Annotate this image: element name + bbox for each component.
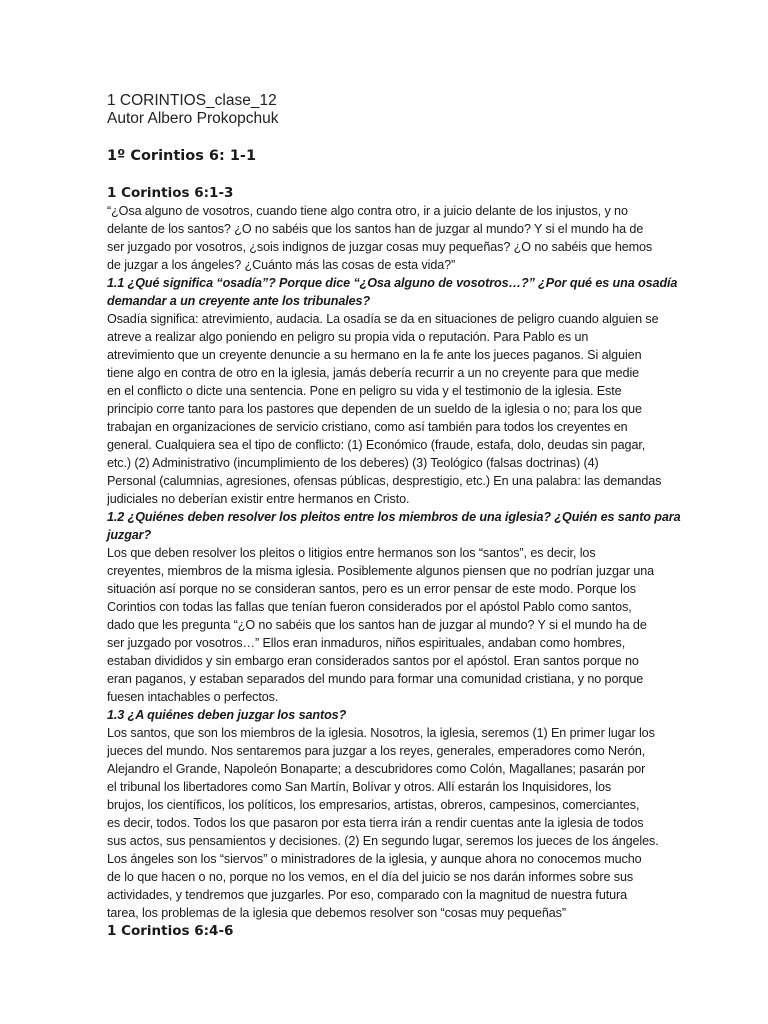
- text-line: atreve a realizar algo poniendo en peligro su propia vida o reputación. Para Pablo es un: [107, 330, 589, 344]
- answer-1-2: [107, 544, 667, 706]
- text-line: de lo que hacen o no, porque no los vemos, en el día del juicio se nos darán informes sobre sus: [107, 870, 634, 884]
- text-line: “¿Osa alguno de vosotros, cuando tiene algo contra otro, ir a juicio delante de los injustos, y no: [107, 204, 628, 218]
- document-title: 1 CORINTIOS_clase_12: [107, 92, 277, 109]
- text-line: dado que les pregunta “¿O no sabéis que los santos han de juzgar al mundo? Y si el mundo ha de: [107, 618, 647, 632]
- text-line: creyentes, miembros de la misma iglesia. Posiblemente algunos piensen que no podrían juzgar una: [107, 564, 655, 578]
- text-line: actividades, y tendremos que juzgarles. Por eso, comparado con la magnitud de nuestra futura: [107, 888, 628, 902]
- text-line: fuesen intachables o perfectos.: [107, 690, 279, 704]
- text-line: 1.2 ¿Quiénes deben resolver los pleitos entre los miembros de una iglesia? ¿Quién es santo para: [107, 510, 681, 524]
- text-line: general. Cualquiera sea el tipo de conflicto: (1) Económico (fraude, estafa, dolo, deudas sin pagar,: [107, 438, 646, 452]
- text-line: 1.1 ¿Qué significa “osadía”? Porque dice “¿Osa alguno de vosotros…?” ¿Por qué es una osadía: [107, 276, 678, 290]
- question-1-3: [107, 706, 667, 724]
- text-line: judiciales no deberían existir entre hermanos en Cristo.: [107, 492, 410, 506]
- text-line: demandar a un creyente ante los tribunales?: [107, 294, 371, 308]
- text-line: tiene algo en contra de otro en la iglesia, jamás debería recurrir a un no creyente para que medie: [107, 366, 640, 380]
- main-heading: 1º Corintios 6: 1-1: [107, 148, 257, 164]
- section-heading: 1 Corintios 6:1-3: [107, 185, 234, 201]
- text-line: 1.3 ¿A quiénes deben juzgar los santos?: [107, 708, 347, 722]
- text-line: brujos, los científicos, los políticos, los empresarios, artistas, obreros, campesinos, comerciantes,: [107, 798, 640, 812]
- question-1-2: [107, 508, 681, 544]
- text-line: Corintios con todas las fallas que tenían fueron considerados por el apóstol Pablo como santos,: [107, 600, 632, 614]
- text-line: atrevimiento que un creyente denuncie a su hermano en la fe ante los jueces paganos. Si alguien: [107, 348, 642, 362]
- text-line: el tribunal los libertadores como San Martín, Bolívar y otros. Allí estarán los Inquisidores, los: [107, 780, 612, 794]
- text-line: jueces del mundo. Nos sentaremos para juzgar a los reyes, generales, emperadores como Nerón,: [107, 744, 646, 758]
- text-line: trabajan en organizaciones de servicio cristiano, como así también para todos los creyentes en: [107, 420, 628, 434]
- text-line: eran paganos, y estaban separados del mundo para formar una comunidad cristiana, y no porque: [107, 672, 644, 686]
- text-line: Alejandro el Grande, Napoleón Bonaparte; a descubridores como Colón, Magallanes; pasarán por: [107, 762, 646, 776]
- text-line: juzgar?: [107, 528, 152, 542]
- text-line: Personal (calumnias, agresiones, ofensas públicas, desprestigio, etc.) En una palabra: las demandas: [107, 474, 662, 488]
- scripture-quote: [107, 202, 667, 274]
- text-line: ser juzgado por vosotros…” Ellos eran inmaduros, niños espirituales, andaban como hombres,: [107, 636, 626, 650]
- text-line: Los santos, que son los miembros de la iglesia. Nosotros, la iglesia, seremos (1) En primer lugar los: [107, 726, 655, 740]
- text-line: delante de los santos? ¿O no sabéis que los santos han de juzgar al mundo? Y si el mundo ha de: [107, 222, 644, 236]
- document-page: [107, 92, 681, 940]
- text-line: en el conflicto o dicte una sentencia. Pone en peligro su vida y el testimonio de la iglesia. Este: [107, 384, 622, 398]
- section-heading: 1 Corintios 6:4-6: [107, 923, 234, 939]
- text-line: es decir, todos. Todos los que pasaron por esta tierra irán a rendir cuentas ante la iglesia de todos: [107, 816, 644, 830]
- text-line: sus actos, sus pensamientos y decisiones. (2) En segundo lugar, seremos los jueces de los ángeles.: [107, 834, 659, 848]
- text-line: ser juzgado por vosotros, ¿sois indignos de juzgar cosas muy pequeñas? ¿O no sabéis que hemos: [107, 240, 653, 254]
- text-line: tarea, los problemas de la iglesia que debemos resolver son “cosas muy pequeñas”: [107, 906, 566, 920]
- text-line: situación así porque no se consideran santos, pero es un error pensar de este modo. Porque los: [107, 582, 636, 596]
- text-line: Los ángeles son los “siervos” o ministradores de la iglesia, y aunque ahora no conocemos mucho: [107, 852, 642, 866]
- answer-1-1: [107, 310, 667, 508]
- text-line: Los que deben resolver los pleitos o litigios entre hermanos son los “santos”, es decir, los: [107, 546, 596, 560]
- text-line: principio corre tanto para los pastores que dependen de un sueldo de la iglesia o no; para los que: [107, 402, 642, 416]
- text-line: etc.) (2) Administrativo (incumplimiento de los deberes) (3) Teológico (falsas doctrinas) (4): [107, 456, 599, 470]
- text-line: estaban divididos y sin embargo eran considerados santos por el apóstol. Eran santos porque no: [107, 654, 639, 668]
- question-1-1: [107, 274, 678, 310]
- text-line: Osadía significa: atrevimiento, audacia. La osadía se da en situaciones de peligro cuando alguien se: [107, 312, 659, 326]
- text-line: de juzgar a los ángeles? ¿Cuánto más las cosas de esta vida?”: [107, 258, 456, 272]
- answer-1-3: [107, 724, 667, 922]
- document-author: Autor Albero Prokopchuk: [107, 110, 279, 127]
